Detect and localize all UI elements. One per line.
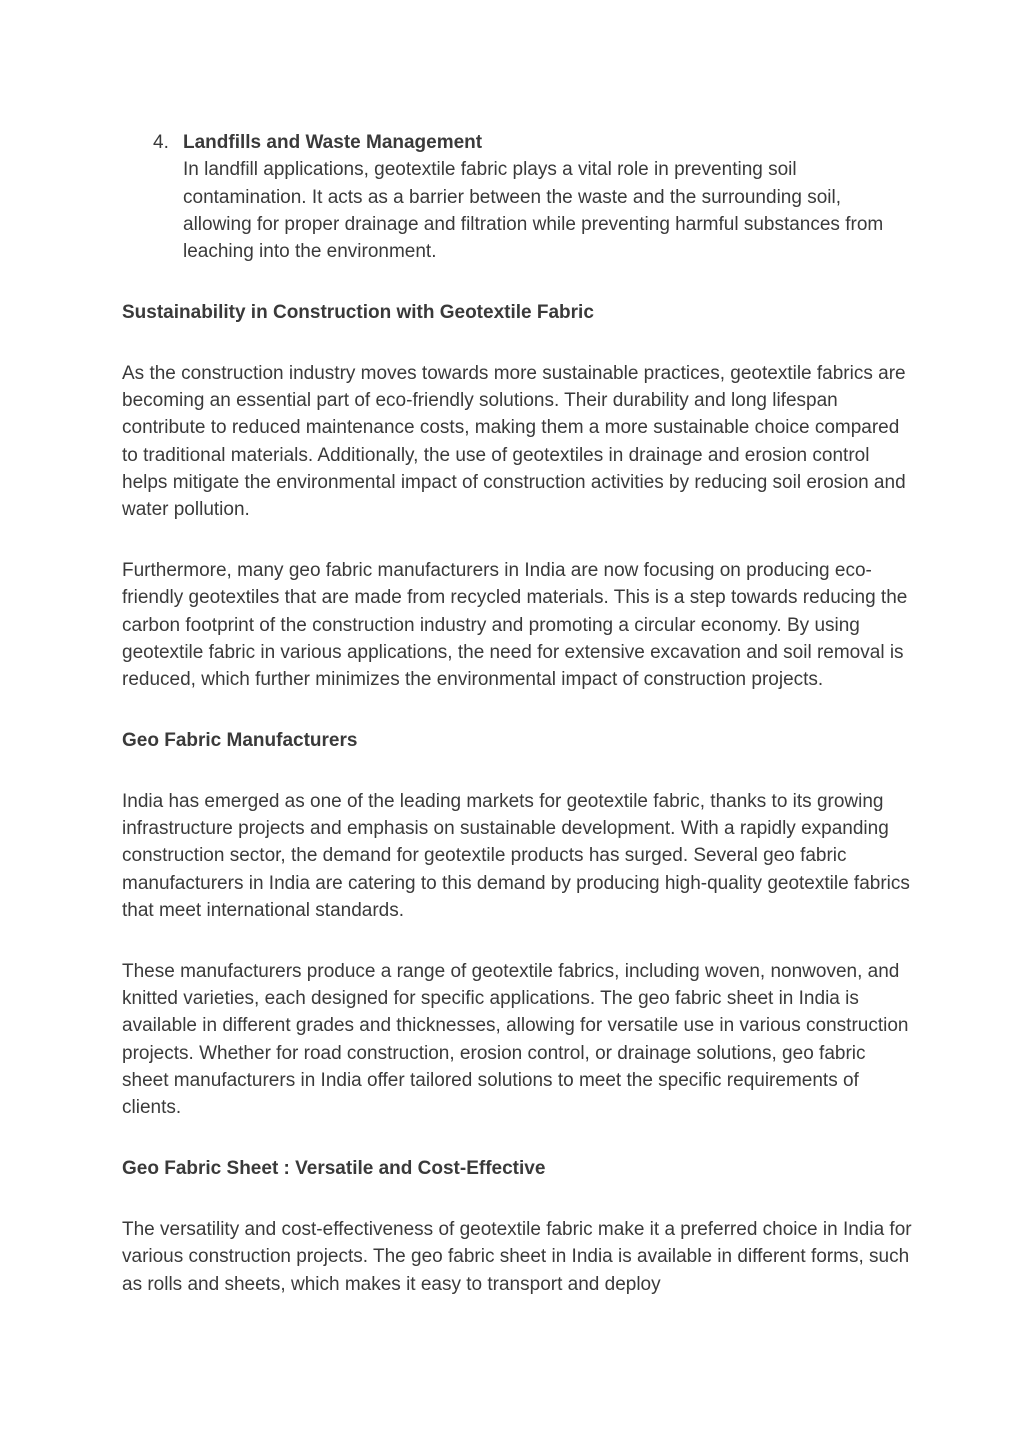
paragraph-sustainability-1: As the construction industry moves towards more sustainable practices, geotextile fabrics are becoming an essential part of eco-friendly solutions. Their durability and long lifespan contribute to reduced maintenance costs, making them a more sustainable choice compared to traditional materials. Additionally, the use of geotextiles in drainage and erosion control helps mitigate the environmental impact of construction activities by reducing soil erosion and water pollution. bbox=[122, 362, 906, 521]
list-item bbox=[122, 129, 912, 265]
paragraph-manufacturers-1: India has emerged as one of the leading markets for geotextile fabric, thanks to its growing infrastructure projects and emphasis on sustainable development. With a rapidly expanding construction sector, the demand for geotextile products has surged. Several geo fabric manufacturers in India are catering to this demand by producing high-quality geotextile fabrics that meet international standards. bbox=[122, 790, 910, 922]
heading-sheet: Geo Fabric Sheet : Versatile and Cost-Effective bbox=[122, 1158, 546, 1180]
paragraph-manufacturers-2: These manufacturers produce a range of geotextile fabrics, including woven, nonwoven, and knitted varieties, each designed for specific applications. The geo fabric sheet in India is available in different grades and thicknesses, allowing for versatile use in various construction projects. Whether for road construction, erosion control, or drainage solutions, geo fabric sheet manufacturers in India offer tailored solutions to meet the specific requirements of clients. bbox=[122, 960, 909, 1119]
document-page bbox=[122, 129, 912, 1298]
heading-manufacturers: Geo Fabric Manufacturers bbox=[122, 730, 358, 752]
list-item-number: 4. bbox=[153, 132, 169, 153]
list-item-body: In landfill applications, geotextile fabric plays a vital role in preventing soil contamination. It acts as a barrier between the waste and the surrounding soil, allowing for proper drainage and filtration while preventing harmful substances from leaching into the environment. bbox=[183, 159, 884, 263]
paragraph-sustainability-2: Furthermore, many geo fabric manufacturers in India are now focusing on producing eco-friendly geotextiles that are made from recycled materials. This is a step towards reducing the carbon footprint of the construction industry and promoting a circular economy. By using geotextile fabric in various applications, the need for extensive excavation and soil removal is reduced, which further minimizes the environmental impact of construction projects. bbox=[122, 560, 908, 691]
list-item-title: Landfills and Waste Management bbox=[183, 132, 483, 153]
paragraph-sheet-1: The versatility and cost-effectiveness of geotextile fabric make it a preferred choice in India for various construction projects. The geo fabric sheet in India is available in different forms, such as rolls and sheets, which makes it easy to transport and deploy bbox=[122, 1218, 912, 1295]
heading-sustainability: Sustainability in Construction with Geotextile Fabric bbox=[122, 301, 594, 323]
